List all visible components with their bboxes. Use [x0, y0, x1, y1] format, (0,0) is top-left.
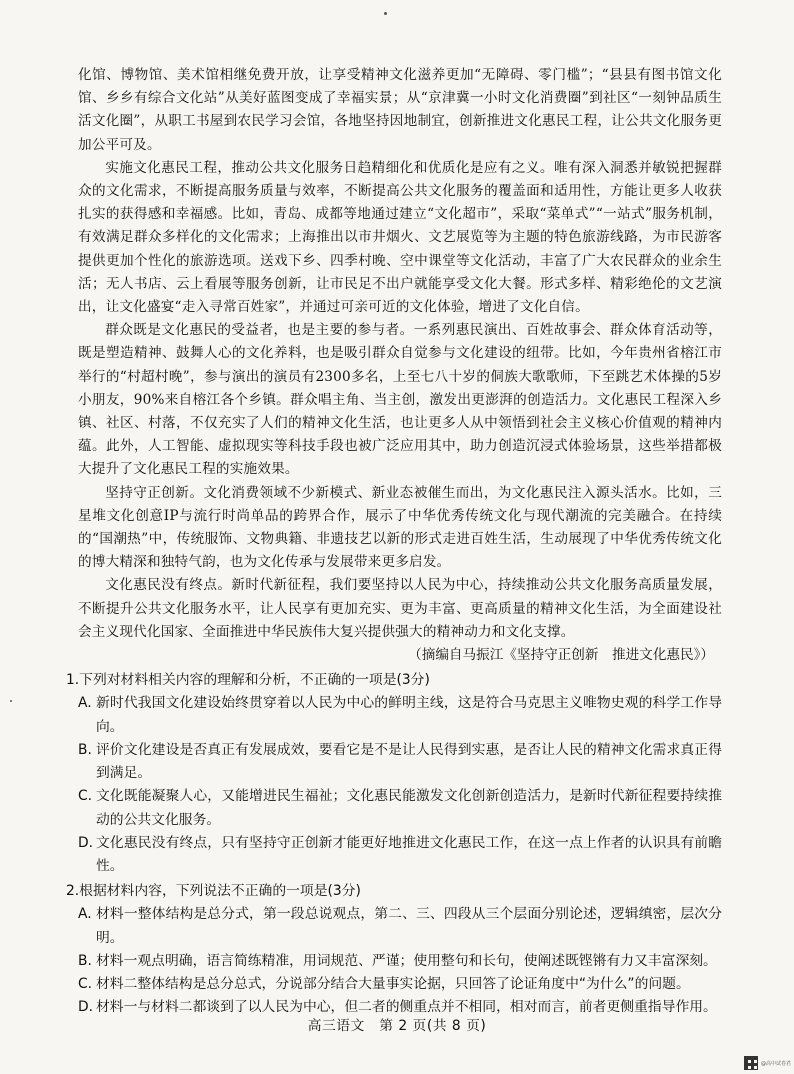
paragraph-3: 群众既是文化惠民的受益者，也是主要的参与者。一系列惠民演出、百姓故事会、群众体育活动等，既是塑造精神、鼓舞人心的文化养料，也是吸引群众自觉参与文化建设的纽带。比如，今年贵州省榕江市举行的“村超村晚”，参与演出的演员有2300多名，上至七八十岁的侗族大歌歌师，下至跳艺术体操的5岁小朋友，90%来自榕江各个乡镇。群众唱主角、当主创，激发出更澎湃的创造活力。文化惠民工程深入乡镇、社区、村落，不仅充实了人们的精神文化生活，也让更多人从中领悟到社会主义核心价值观的精神内蕴。此外，人工智能、虚拟现实等科技手段也被广泛应用其中，助力创造沉浸式体验场景，这些举措都极大提升了文化惠民工程的实施效果。	[78, 322, 722, 478]
option-text: 材料一与材料二都谈到了以人民为中心，但二者的侧重点并不相同，相对而言，前者更侧重指导作用。	[96, 999, 717, 1016]
option-key: A.	[78, 906, 92, 923]
option-key: D.	[78, 834, 94, 851]
option-key: D.	[78, 999, 94, 1016]
option-a	[78, 692, 722, 738]
option-key: A.	[78, 695, 92, 712]
watermark-text: @高中试卷君	[761, 1060, 792, 1067]
option-text: 材料一整体结构是总分式，第一段总说观点，第二、三、四段从三个层面分别论述，逻辑缜密，层次分明。	[96, 906, 722, 946]
paragraph-5: 文化惠民没有终点。新时代新征程，我们要坚持以人民为中心，持续推动公共文化服务高质量发展，不断提升公共文化服务水平，让人民享有更加充实、更为丰富、更高质量的精神文化生活，为全面建设社会主义现代化国家、全面推进中华民族伟大复兴提供强大的精神动力和文化支撑。	[78, 577, 722, 640]
option-text: 新时代我国文化建设始终贯穿着以人民为中心的鲜明主线，这是符合马克思主义唯物史观的科学工作导向。	[96, 695, 722, 735]
paragraph-2: 实施文化惠民工程，推动公共文化服务日趋精细化和优质化是应有之义。唯有深入洞悉并敏锐把握群众的文化需求，不断提高服务质量与效率，不断提高公共文化服务的覆盖面和适用性，方能让更多人收获扎实的获得感和幸福感。比如，青岛、成都等地通过建立“文化超市”，采取“菜单式”“一站式”服务机制，有效满足群众多样化的文化需求；上海推出以市井烟火、文艺展览等为主题的特色旅游线路，为市民游客提供更加个性化的旅游选项。送戏下乡、四季村晚、空中课堂等文化活动，丰富了广大农民群众的业余生活；无人书店、云上看展等服务创新，让市民足不出户就能享受文化大餐。形式多样、精彩绝伦的文艺演出，让文化盛宴“走入寻常百姓家”，并通过可亲可近的文化体验，增进了文化自信。	[78, 159, 722, 316]
option-text: 评价文化建设是否真正有发展成效，要看它是不是让人民得到实惠，是否让人民的精神文化需求真正得到满足。	[96, 741, 722, 782]
question-1	[66, 669, 722, 878]
option-text: 材料一观点明确，语言简练精准，用词规范、严谨；使用整句和长句，使阐述既铿锵有力又丰富深刻。	[96, 952, 717, 969]
question-2	[66, 880, 722, 1019]
paragraph-1: 化馆、博物馆、美术馆相继免费开放，让享受精神文化滋养更加“无障碍、零门槛”；“县县有图书馆文化馆、乡乡有综合文化站”从美好蓝图变成了幸福实景；从“京津冀一小时文化消费圈”到社区“一刻钟品质生活文化圈”，从职工书屋到农民学习会馆，各地坚持因地制宜，创新推进文化惠民工程，让公共文化服务更加公平可及。	[78, 67, 722, 153]
option-text: 文化惠民没有终点，只有坚持守正创新才能更好地推进文化惠民工作，在这一点上作者的认识具有前瞻性。	[96, 834, 722, 874]
option-d	[78, 832, 722, 878]
option-c	[78, 973, 722, 996]
option-key: C.	[78, 788, 93, 805]
qr-code-icon	[744, 1056, 758, 1070]
paragraph-4: 坚持守正创新。文化消费领域不少新模式、新业态被催生而出，为文化惠民注入源头活水。比如，三星堆文化创意IP与流行时尚单品的跨界合作，展示了中华优秀传统文化与现代潮流的完美融合。在持续的“国潮热”中，传统服饰、文物典籍、非遗技艺以新的形式走进百姓生活，生动展现了中华优秀传统文化的博大精深和独特气韵，也为文化传承与发展带来更多启发。	[78, 484, 722, 571]
option-key: C.	[78, 975, 93, 992]
option-a	[78, 903, 722, 949]
question-stem: 1.下列对材料相关内容的理解和分析，不正确的一项是(3分)	[66, 672, 430, 689]
scan-speck	[384, 12, 387, 15]
option-key: B.	[78, 952, 92, 969]
question-stem: 2.根据材料内容，下列说法不正确的一项是(3分)	[66, 883, 361, 900]
option-text: 文化既能凝聚人心，又能增进民生福祉；文化惠民能激发文化创新创造活力，是新时代新征程要持续推动的公共文化服务。	[96, 788, 722, 828]
source-citation: （摘编自马振江《坚持守正创新 推进文化惠民》）	[408, 647, 714, 664]
page-footer: 高三语文 第 2 页(共 8 页)	[307, 1018, 487, 1034]
watermark	[744, 1056, 791, 1070]
option-b	[78, 950, 722, 973]
option-key: B.	[78, 741, 92, 758]
scan-speck	[10, 700, 12, 702]
option-text: 材料二整体结构是总分总式，分说部分结合大量事实论据，只回答了论证角度中“为什么”的问题。	[96, 975, 690, 992]
option-b	[78, 739, 722, 785]
document-page	[66, 64, 722, 1019]
option-c	[78, 785, 722, 831]
